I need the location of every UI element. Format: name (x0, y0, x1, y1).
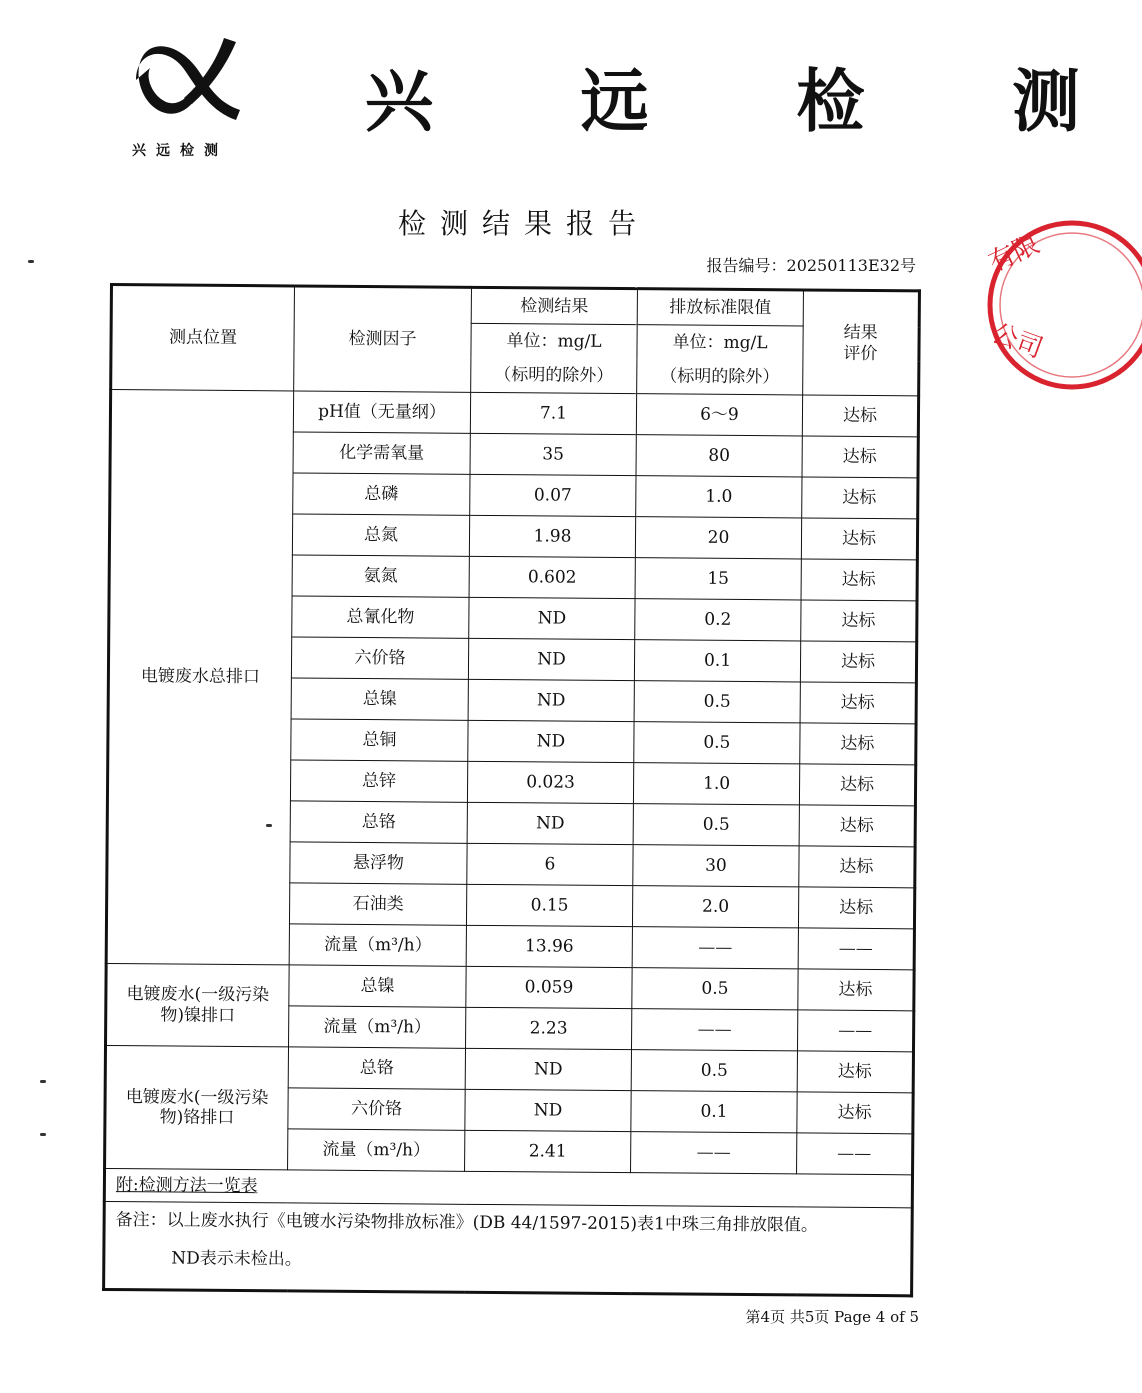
limit-cell: 20 (635, 517, 801, 559)
evaluation-cell: —— (797, 1133, 913, 1175)
factor-cell: 总铬 (288, 1047, 465, 1089)
limit-cell: 0.5 (633, 804, 799, 846)
report-number: 报告编号：20250113E32号 (706, 256, 916, 275)
evaluation-cell: 达标 (801, 518, 917, 560)
table-row (110, 390, 918, 437)
scan-speck (266, 824, 272, 827)
limit-cell: —— (632, 927, 798, 969)
factor-cell: 总氰化物 (292, 596, 469, 638)
appendix-text: 附:检测方法一览表 (115, 1174, 258, 1196)
company-logo-icon (128, 32, 244, 132)
limit-cell: 15 (635, 558, 801, 600)
factor-cell: 总锌 (290, 760, 467, 802)
result-cell: 2.23 (466, 1007, 632, 1049)
factor-cell: 总氮 (292, 514, 469, 556)
col-header-limit-unit: 单位：mg/L (637, 325, 803, 361)
evaluation-cell: 达标 (801, 559, 917, 601)
result-cell: 7.1 (470, 392, 636, 434)
limit-cell: 0.5 (631, 1050, 797, 1092)
page-number: 第4页 共5页 Page 4 of 5 (745, 1308, 919, 1326)
evaluation-cell: 达标 (800, 682, 916, 724)
location-cell: 电镀废水总排口 (106, 390, 294, 965)
result-cell: 0.15 (466, 884, 632, 926)
factor-cell: 流量（m³/h） (289, 1006, 466, 1048)
limit-cell: 80 (636, 435, 802, 477)
scan-speck (40, 1133, 46, 1136)
result-cell: 0.07 (470, 474, 636, 516)
limit-cell: 0.5 (634, 722, 800, 764)
factor-cell: 悬浮物 (290, 842, 467, 884)
col-header-evaluation-label: 结果评价 (843, 322, 878, 364)
limit-cell: 0.2 (635, 599, 801, 641)
scan-speck (28, 260, 34, 263)
col-header-limit-unit-note: （标明的除外） (637, 359, 803, 395)
svg-text:有限: 有限 (984, 229, 1045, 279)
factor-cell: 总磷 (293, 473, 470, 515)
location-cell (106, 963, 290, 1046)
factor-cell: 氨氮 (292, 555, 469, 597)
col-header-result-unit: 单位：mg/L (471, 323, 637, 359)
remark-text: 备注：以上废水执行《电镀水污染物排放标准》(DB 44/1597-2015)表1中珠三角排放限值。 (115, 1210, 818, 1236)
col-header-evaluation (803, 290, 920, 396)
svg-text:公司: 公司 (987, 318, 1047, 365)
evaluation-cell: 达标 (798, 969, 914, 1011)
col-header-factor: 检测因子 (294, 286, 472, 392)
evaluation-cell: 达标 (799, 764, 915, 806)
result-cell: ND (468, 720, 634, 762)
result-cell: 0.023 (467, 761, 633, 803)
location-label: 电镀废水(一级污染物)镍排口 (126, 984, 270, 1026)
factor-cell: 总铬 (290, 801, 467, 843)
evaluation-cell: 达标 (800, 723, 916, 765)
limit-cell: 2.0 (632, 886, 798, 928)
result-cell: ND (465, 1089, 631, 1131)
limit-cell: 0.1 (631, 1091, 797, 1133)
remark-note (104, 1201, 913, 1295)
limit-cell: 0.1 (634, 640, 800, 682)
result-cell: 0.602 (469, 556, 635, 598)
limit-cell: 1.0 (633, 763, 799, 805)
result-cell: ND (469, 597, 635, 639)
limit-cell: 0.5 (632, 968, 798, 1010)
factor-cell: 总镍 (291, 678, 468, 720)
result-cell: 1.98 (469, 515, 635, 557)
evaluation-cell: 达标 (798, 887, 914, 929)
factor-cell: pH值（无量纲） (293, 391, 470, 433)
factor-cell: 总铜 (291, 719, 468, 761)
factor-cell: 总镍 (289, 965, 466, 1007)
limit-cell: 0.5 (634, 681, 800, 723)
factor-cell: 六价铬 (288, 1088, 465, 1130)
result-cell: 0.059 (466, 966, 632, 1008)
company-seal-icon (972, 210, 1082, 410)
limit-cell: —— (631, 1132, 797, 1174)
evaluation-cell: 达标 (799, 805, 915, 847)
limit-cell: 30 (633, 845, 799, 887)
col-header-limit: 排放标准限值 (637, 289, 803, 326)
limit-cell: 6～9 (636, 394, 802, 436)
result-cell: 2.41 (465, 1130, 631, 1172)
results-table (102, 283, 921, 1297)
evaluation-cell: 达标 (802, 477, 918, 519)
evaluation-cell: 达标 (797, 1092, 913, 1134)
result-cell: ND (467, 802, 633, 844)
evaluation-cell: 达标 (802, 395, 918, 437)
result-cell: 6 (467, 843, 633, 885)
table-row (105, 1045, 913, 1092)
factor-cell: 流量（m³/h） (289, 924, 466, 966)
factor-cell: 化学需氧量 (293, 432, 470, 474)
factor-cell: 流量（m³/h） (288, 1129, 465, 1171)
evaluation-cell: 达标 (801, 600, 917, 642)
result-cell: 13.96 (466, 925, 632, 967)
result-cell: ND (468, 679, 634, 721)
location-label: 电镀废水(一级污染物)铬排口 (125, 1086, 269, 1129)
scan-speck (40, 1080, 46, 1083)
col-header-location: 测点位置 (111, 285, 295, 391)
evaluation-cell: 达标 (799, 846, 915, 888)
result-cell: 35 (470, 433, 636, 475)
logo-caption: 兴远检测 (132, 143, 228, 159)
report-title: 检测结果报告 (398, 207, 651, 240)
company-name: 兴 远 检 测 (365, 63, 1142, 142)
limit-cell: —— (631, 1009, 797, 1051)
location-cell (105, 1045, 289, 1169)
limit-cell: 1.0 (636, 476, 802, 518)
evaluation-cell: 达标 (797, 1051, 913, 1093)
evaluation-cell: —— (797, 1010, 913, 1052)
result-cell: ND (465, 1048, 631, 1090)
factor-cell: 六价铬 (291, 637, 468, 679)
evaluation-cell: 达标 (800, 641, 916, 683)
nd-note-text: ND表示未检出。 (171, 1248, 302, 1270)
evaluation-cell: —— (798, 928, 914, 970)
evaluation-cell: 达标 (802, 436, 918, 478)
table-row (106, 963, 914, 1010)
col-header-result-unit-note: （标明的除外） (471, 358, 637, 394)
col-header-result: 检测结果 (471, 287, 637, 324)
result-cell: ND (468, 638, 634, 680)
factor-cell: 石油类 (289, 883, 466, 925)
